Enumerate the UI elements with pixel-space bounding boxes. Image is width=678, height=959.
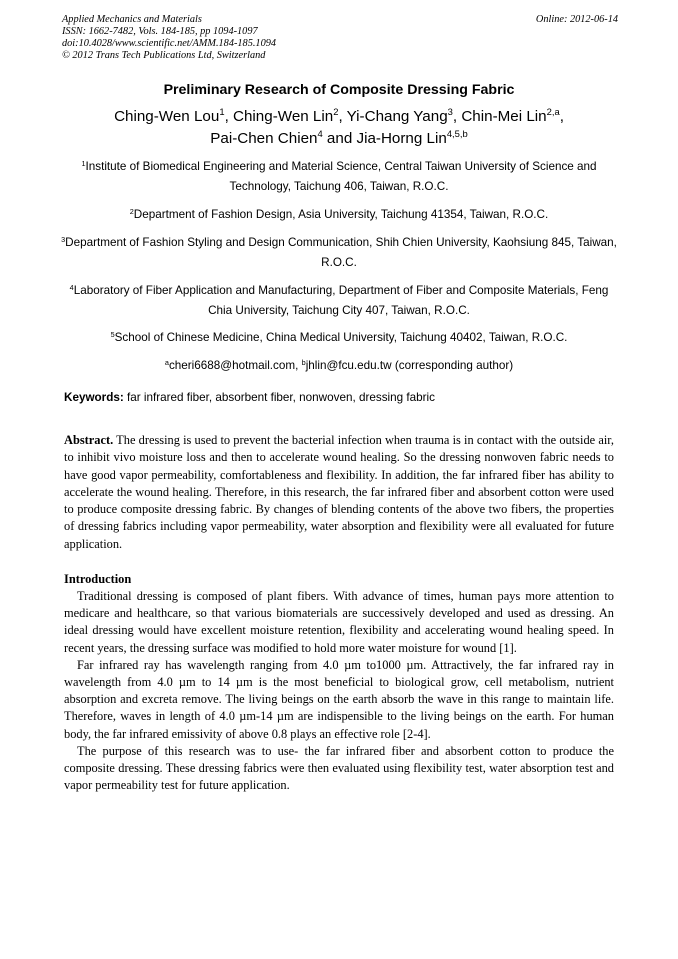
author-sup: 2,a — [546, 106, 560, 118]
section-heading: Introduction — [64, 572, 132, 586]
affiliation-2 — [60, 205, 618, 225]
paragraph: Traditional dressing is composed of plant fibers. With advance of times, human pays more attention to medicare and healthcare, so that various biomaterials are successively developed and used as dressing. An ideal dressing would have excellent moisture retention, flexibility and accelerating wound healing speed. In recent years, the dressing surface was modified to hold more water moisture for wound [1]. — [64, 589, 614, 655]
abstract — [64, 432, 614, 553]
author-name: Chin-Mei Lin — [461, 108, 547, 125]
paper-title: Preliminary Research of Composite Dressing Fabric — [163, 82, 515, 98]
author-sup: 4 — [317, 128, 323, 140]
paragraph: Far infrared ray has wavelength ranging from 4.0 µm to1000 µm. Attractively, the far infrared ray in wavelength from 4.0 µm to 14 µm is the most beneficial to biological grow, cell metabolism, nutrient absorption and excreta remove. The living beings on the earth absorb the wave in this range to maintain life. Therefore, waves in length of 4.0 µm-14 µm are indispensible to the living beings on the earth. For human body, the far infrared emissivity of above 0.8 plays an effective role [2-4]. — [64, 657, 614, 741]
journal-name: Applied Mechanics and Materials — [62, 14, 202, 25]
issn-line: ISSN: 1662-7482, Vols. 184-185, pp 1094-1097 — [62, 26, 258, 37]
author-sep: and — [322, 130, 357, 147]
affiliation-num: 2 — [129, 206, 134, 216]
author-sup: 1 — [219, 106, 225, 118]
author-name: Pai-Chen Chien — [210, 130, 318, 147]
author-sep: , — [559, 108, 564, 125]
author-name: Jia-Horng Lin — [356, 130, 447, 147]
copyright-line: © 2012 Trans Tech Publications Ltd, Switzerland — [62, 50, 266, 61]
affiliation-num: 3 — [61, 234, 66, 244]
email-line — [60, 356, 618, 376]
abstract-text: The dressing is used to prevent the bacterial infection when trauma is in contact with the outside air, to inhibit vivo moisture loss and then to accelerate wound healing. So the dressing nonwoven fabric needs to have good vapor permeability, comfortableness and flexibility. In addition, the far infrared fiber has ability to accelerate the wound healing. Therefore, in this research, the far infrared fiber and absorbent cotton were used to produce composite dressing fabric. By changes of blending contents of the above two fibers, the properties of dressing fabrics including vapor permeability, water absorption and flexibility were all evaluated for future application. — [64, 433, 614, 551]
email-sup: b — [301, 357, 306, 367]
affiliation-text: Institute of Biomedical Engineering and Material Science, Central Taiwan University of Science and Technology, Taichung 406, Taiwan, R.O.C. — [85, 160, 597, 193]
affiliation-5 — [60, 328, 618, 348]
affiliation-text: School of Chinese Medicine, China Medical University, Taichung 40402, Taiwan, R.O.C. — [114, 331, 568, 344]
author-sup: 4,5,b — [446, 128, 468, 140]
author-name: Ching-Wen Lou — [114, 108, 220, 125]
online-date: Online: 2012-06-14 — [535, 14, 618, 25]
affiliation-num: 4 — [69, 282, 74, 292]
affiliation-text: Department of Fashion Styling and Design Communication, Shih Chien University, Kaohsiung 845, Taiwan, R.O.C. — [65, 236, 617, 269]
affiliation-num: 5 — [110, 329, 115, 339]
keywords-label: Keywords: — [64, 391, 124, 404]
author-list — [60, 106, 618, 150]
author-sep: , — [224, 108, 234, 125]
journal-header — [62, 14, 618, 62]
keywords — [64, 391, 614, 404]
author-sup: 2 — [333, 106, 339, 118]
doi-line: doi:10.4028/www.scientific.net/AMM.184-185.1094 — [62, 38, 277, 49]
paragraph: The purpose of this research was to use- the far infrared fiber and absorbent cotton to produce the composite dressing. These dressing fabrics were then evaluated using flexibility test, water absorption test and vapor permeability test for future application. — [64, 743, 614, 793]
author-sup: 3 — [447, 106, 453, 118]
introduction-body — [64, 588, 614, 794]
abstract-label: Abstract. — [64, 433, 114, 447]
author-sep: , — [452, 108, 462, 125]
keywords-text: far infrared fiber, absorbent fiber, nonwoven, dressing fabric — [123, 391, 435, 404]
email-a: cheri6688@hotmail.com, — [168, 359, 302, 372]
affiliation-1 — [60, 157, 618, 197]
affiliation-num: 1 — [81, 158, 86, 168]
email-b: jhlin@fcu.edu.tw (corresponding author) — [305, 359, 514, 372]
affiliation-4 — [60, 281, 618, 321]
affiliation-text: Department of Fashion Design, Asia University, Taichung 41354, Taiwan, R.O.C. — [133, 208, 549, 221]
email-sup: a — [164, 357, 169, 367]
author-sep: , — [338, 108, 347, 125]
author-name: Yi-Chang Yang — [346, 108, 448, 125]
author-name: Ching-Wen Lin — [233, 108, 334, 125]
affiliation-3 — [60, 233, 618, 273]
affiliation-text: Laboratory of Fiber Application and Manufacturing, Department of Fiber and Composite Materials, Feng Chia University, Taichung City 407, Taiwan, R.O.C. — [73, 284, 609, 317]
